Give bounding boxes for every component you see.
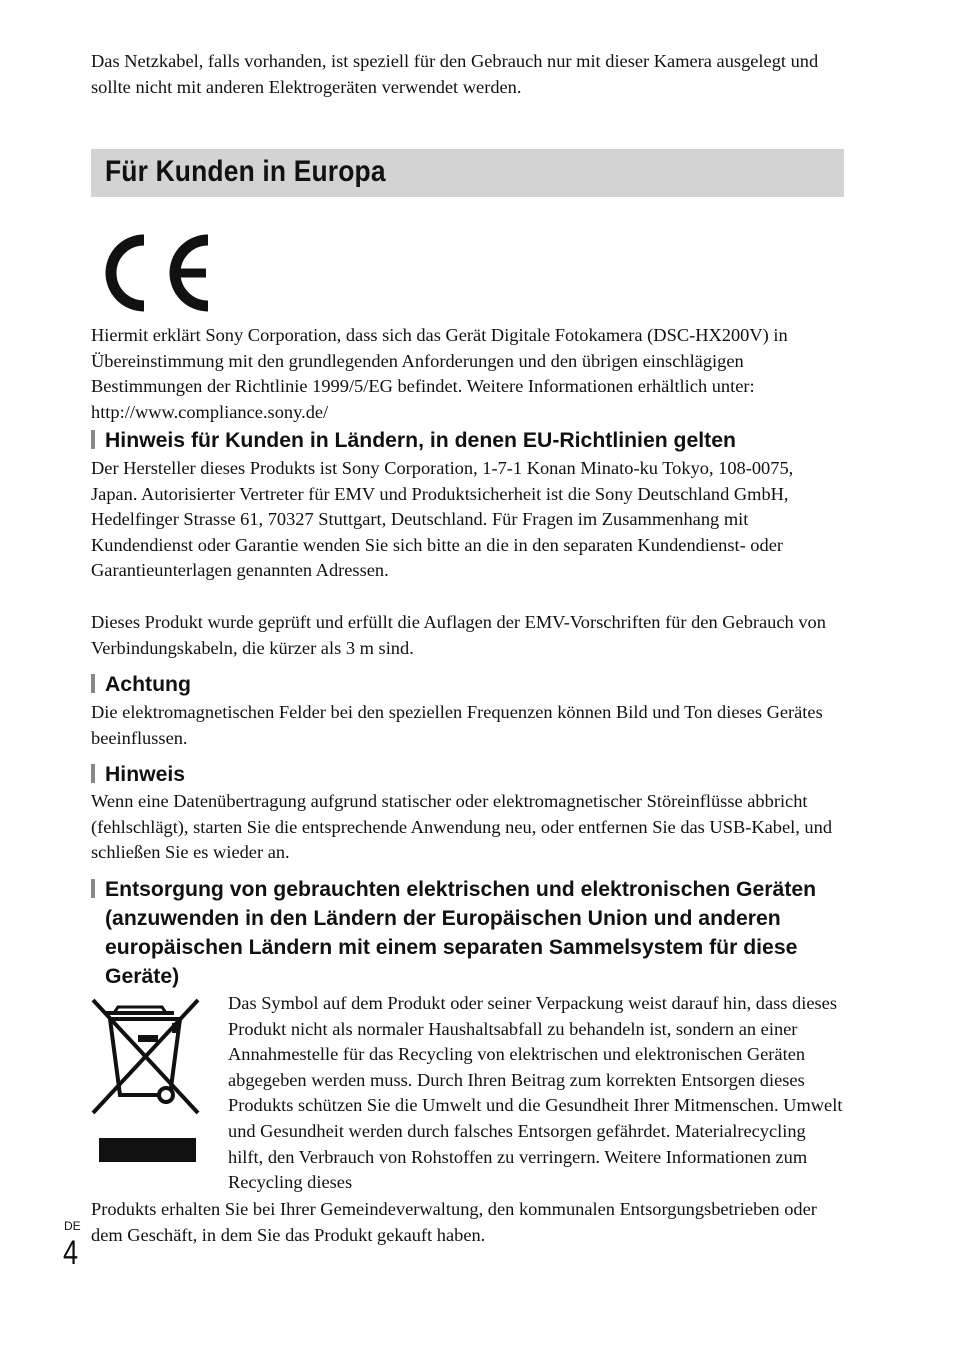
hinweis-paragraph: Wenn eine Datenübertragung aufgrund statischer oder elektromagnetischer Störeinflüsse abbricht (fehlschlägt), starten Sie die entsprechende Anwendung neu, oder entfernen Sie das USB-Kabel, und schließen Sie es wieder an. xyxy=(91,791,833,863)
eu-notice-heading: Hinweis für Kunden in Ländern, in denen EU-Richtlinien gelten xyxy=(91,426,851,455)
section-title-band xyxy=(91,149,844,197)
emv-paragraph: Dieses Produkt wurde geprüft und erfüllt die Auflagen der EMV-Vorschriften für den Gebrauch von Verbindungskabeln, die kürzer als 3 m sind. xyxy=(91,612,826,658)
hinweis-heading: Hinweis xyxy=(91,760,851,789)
crossed-out-wheelie-bin-icon xyxy=(88,995,206,1167)
intro-paragraph: Das Netzkabel, falls vorhanden, ist speziell für den Gebrauch nur mit dieser Kamera ausgelegt und sollte nicht mit anderen Elektrogeräten verwendet werden. xyxy=(91,51,819,97)
page-number: 4 xyxy=(63,1234,79,1272)
ce-mark-icon xyxy=(96,230,216,316)
heading-bar xyxy=(91,879,95,898)
disposal-paragraph-beside-icon: Das Symbol auf dem Produkt oder seiner Verpackung weist darauf hin, dass dieses Produkt nicht als normaler Haushaltsabfall zu behandeln ist, sondern an einer Annahmestelle für das Recycling von elektrischen und elektronischen Geräten abgegeben werden muss. Durch Ihren Beitrag zum korrekten Entsorgen dieses Produkts schützen Sie die Umwelt und die Gesundheit Ihrer Mitmenschen. Umwelt und Gesundheit werden durch falsches Entsorgen gefährdet. Materialrecycling hilft, den Verbrauch von Rohstoffen zu verringern. Weitere Informationen zum Recycling dieses xyxy=(228,993,843,1193)
disposal-paragraph-continued: Produkts erhalten Sie bei Ihrer Gemeindeverwaltung, den kommunalen Entsorgungsbetrieben oder dem Geschäft, in dem Sie das Produkt gekauft haben. xyxy=(91,1199,817,1245)
heading-bar xyxy=(91,430,95,449)
heading-bar xyxy=(91,674,95,693)
page-language: DE xyxy=(64,1219,81,1233)
eu-notice-paragraph: Der Hersteller dieses Produkts ist Sony Corporation, 1-7-1 Konan Minato-ku Tokyo, 108-0075, Japan. Autorisierter Vertreter für EMV und Produktsicherheit ist die Sony Deutschland GmbH, Hedelfinger Strasse 61, 70327 Stuttgart, Deutschland. Für Fragen im Zusammenhang mit Kundendienst oder Garantie wenden Sie sich bitte an die in den separaten Kundendienst- oder Garantieunterlagen genannten Adressen. xyxy=(91,458,794,581)
heading-bar xyxy=(91,764,95,783)
disposal-heading: Entsorgung von gebrauchten elektrischen und elektronischen Geräten (anzuwenden in den Ländern der Europäischen Union und anderen europäischen Ländern mit einem separaten Sammelsystem für diese Geräte) xyxy=(91,875,851,991)
achtung-paragraph: Die elektromagnetischen Felder bei den speziellen Frequenzen können Bild und Ton dieses Gerätes beeinflussen. xyxy=(91,702,823,748)
declaration-paragraph: Hiermit erklärt Sony Corporation, dass sich das Gerät Digitale Fotokamera (DSC-HX200V) in Übereinstimmung mit den grundlegenden Anforderungen und den übrigen einschlägigen Bestimmungen der Richtlinie 1999/5/EG befindet. Weitere Informationen erhältlich unter: http://www.compliance.sony.de/ xyxy=(91,325,788,422)
section-title: Für Kunden in Europa xyxy=(105,155,386,188)
achtung-heading: Achtung xyxy=(91,670,851,699)
